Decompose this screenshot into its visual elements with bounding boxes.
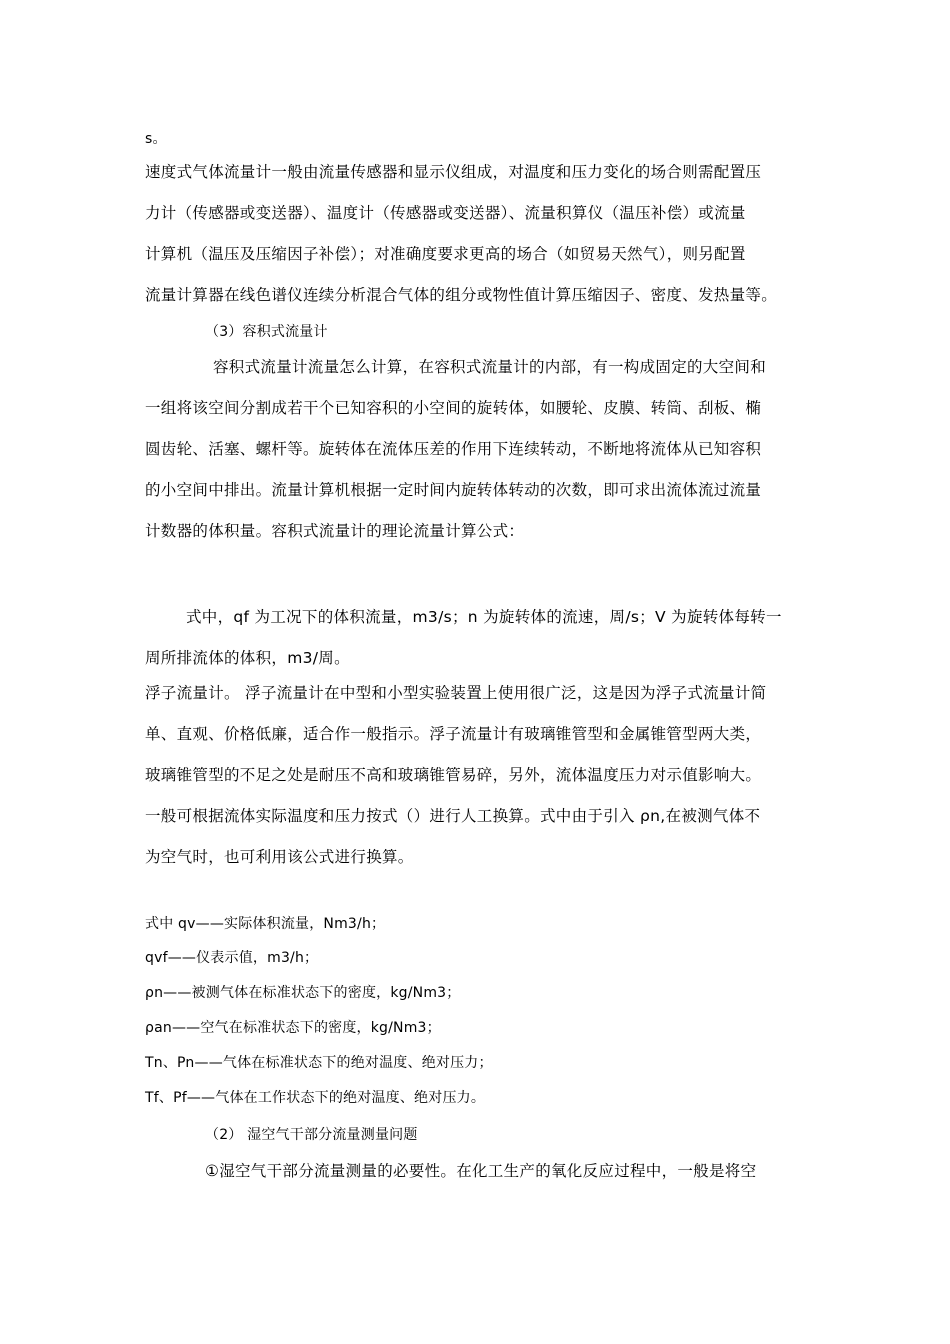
text-line: 式中 qv——实际体积流量，Nm3/h； (145, 916, 386, 932)
text-line: ρan——空气在标准状态下的密度，kg/Nm3； (145, 1020, 441, 1036)
text-line: 玻璃锥管型的不足之处是耐压不高和玻璃锥管易碎，另外，流体温度压力对示值影响大。 (145, 766, 762, 784)
text-line: Tn、Pn——气体在标准状态下的绝对温度、绝对压力； (145, 1055, 493, 1071)
text-line: 周所排流体的体积，m3/周。 (145, 649, 350, 667)
text-line: 计数器的体积量。容积式流量计的理论流量计算公式： (145, 522, 525, 540)
text-line: 为空气时，也可利用该公式进行换算。 (145, 848, 414, 866)
text-line: 圆齿轮、活塞、螺杆等。旋转体在流体压差的作用下连续转动，不断地将流体从已知容积 (145, 440, 762, 458)
text-line: 一般可根据流体实际温度和压力按式（）进行人工换算。式中由于引入 ρn,在被测气体不 (145, 807, 761, 825)
text-line: 力计（传感器或变送器）、温度计（传感器或变送器）、流量积算仪（温压补偿）或流量 (145, 204, 746, 222)
section-heading: （3）容积式流量计 (205, 324, 328, 340)
text-line: ①湿空气干部分流量测量的必要性。在化工生产的氧化反应过程中，一般是将空 (205, 1162, 757, 1180)
section-heading: （2） 湿空气干部分流量测量问题 (205, 1127, 418, 1143)
text-line: 一组将该空间分割成若干个已知容积的小空间的旋转体，如腰轮、皮膜、转筒、刮板、椭 (145, 399, 762, 417)
text-line: s。 (145, 131, 167, 147)
text-line: Tf、Pf——气体在工作状态下的绝对温度、绝对压力。 (145, 1090, 486, 1106)
text-line: 容积式流量计流量怎么计算，在容积式流量计的内部，有一构成固定的大空间和 (213, 358, 767, 376)
text-line: ρn——被测气体在标准状态下的密度，kg/Nm3； (145, 985, 461, 1001)
text-line: 的小空间中排出。流量计算机根据一定时间内旋转体转动的次数，即可求出流体流过流量 (145, 481, 762, 499)
text-line: qvf——仪表示值，m3/h； (145, 950, 319, 966)
text-line: 单、直观、价格低廉，适合作一般指示。浮子流量计有玻璃锥管型和金属锥管型两大类， (145, 725, 762, 743)
text-line: 计算机（温压及压缩因子补偿）；对准确度要求更高的场合（如贸易天然气），则另配置 (145, 245, 746, 263)
text-line: 流量计算器在线色谱仪连续分析混合气体的组分或物性值计算压缩因子、密度、发热量等。 (145, 286, 778, 304)
text-line: 式中，qf 为工况下的体积流量，m3/s；n 为旋转体的流速，周/s；V 为旋转体每转一 (186, 608, 782, 626)
text-line: 浮子流量计。 浮子流量计在中型和小型实验装置上使用很广泛，这是因为浮子式流量计简 (145, 684, 767, 702)
text-line: 速度式气体流量计一般由流量传感器和显示仪组成，对温度和压力变化的场合则需配置压 (145, 163, 762, 181)
